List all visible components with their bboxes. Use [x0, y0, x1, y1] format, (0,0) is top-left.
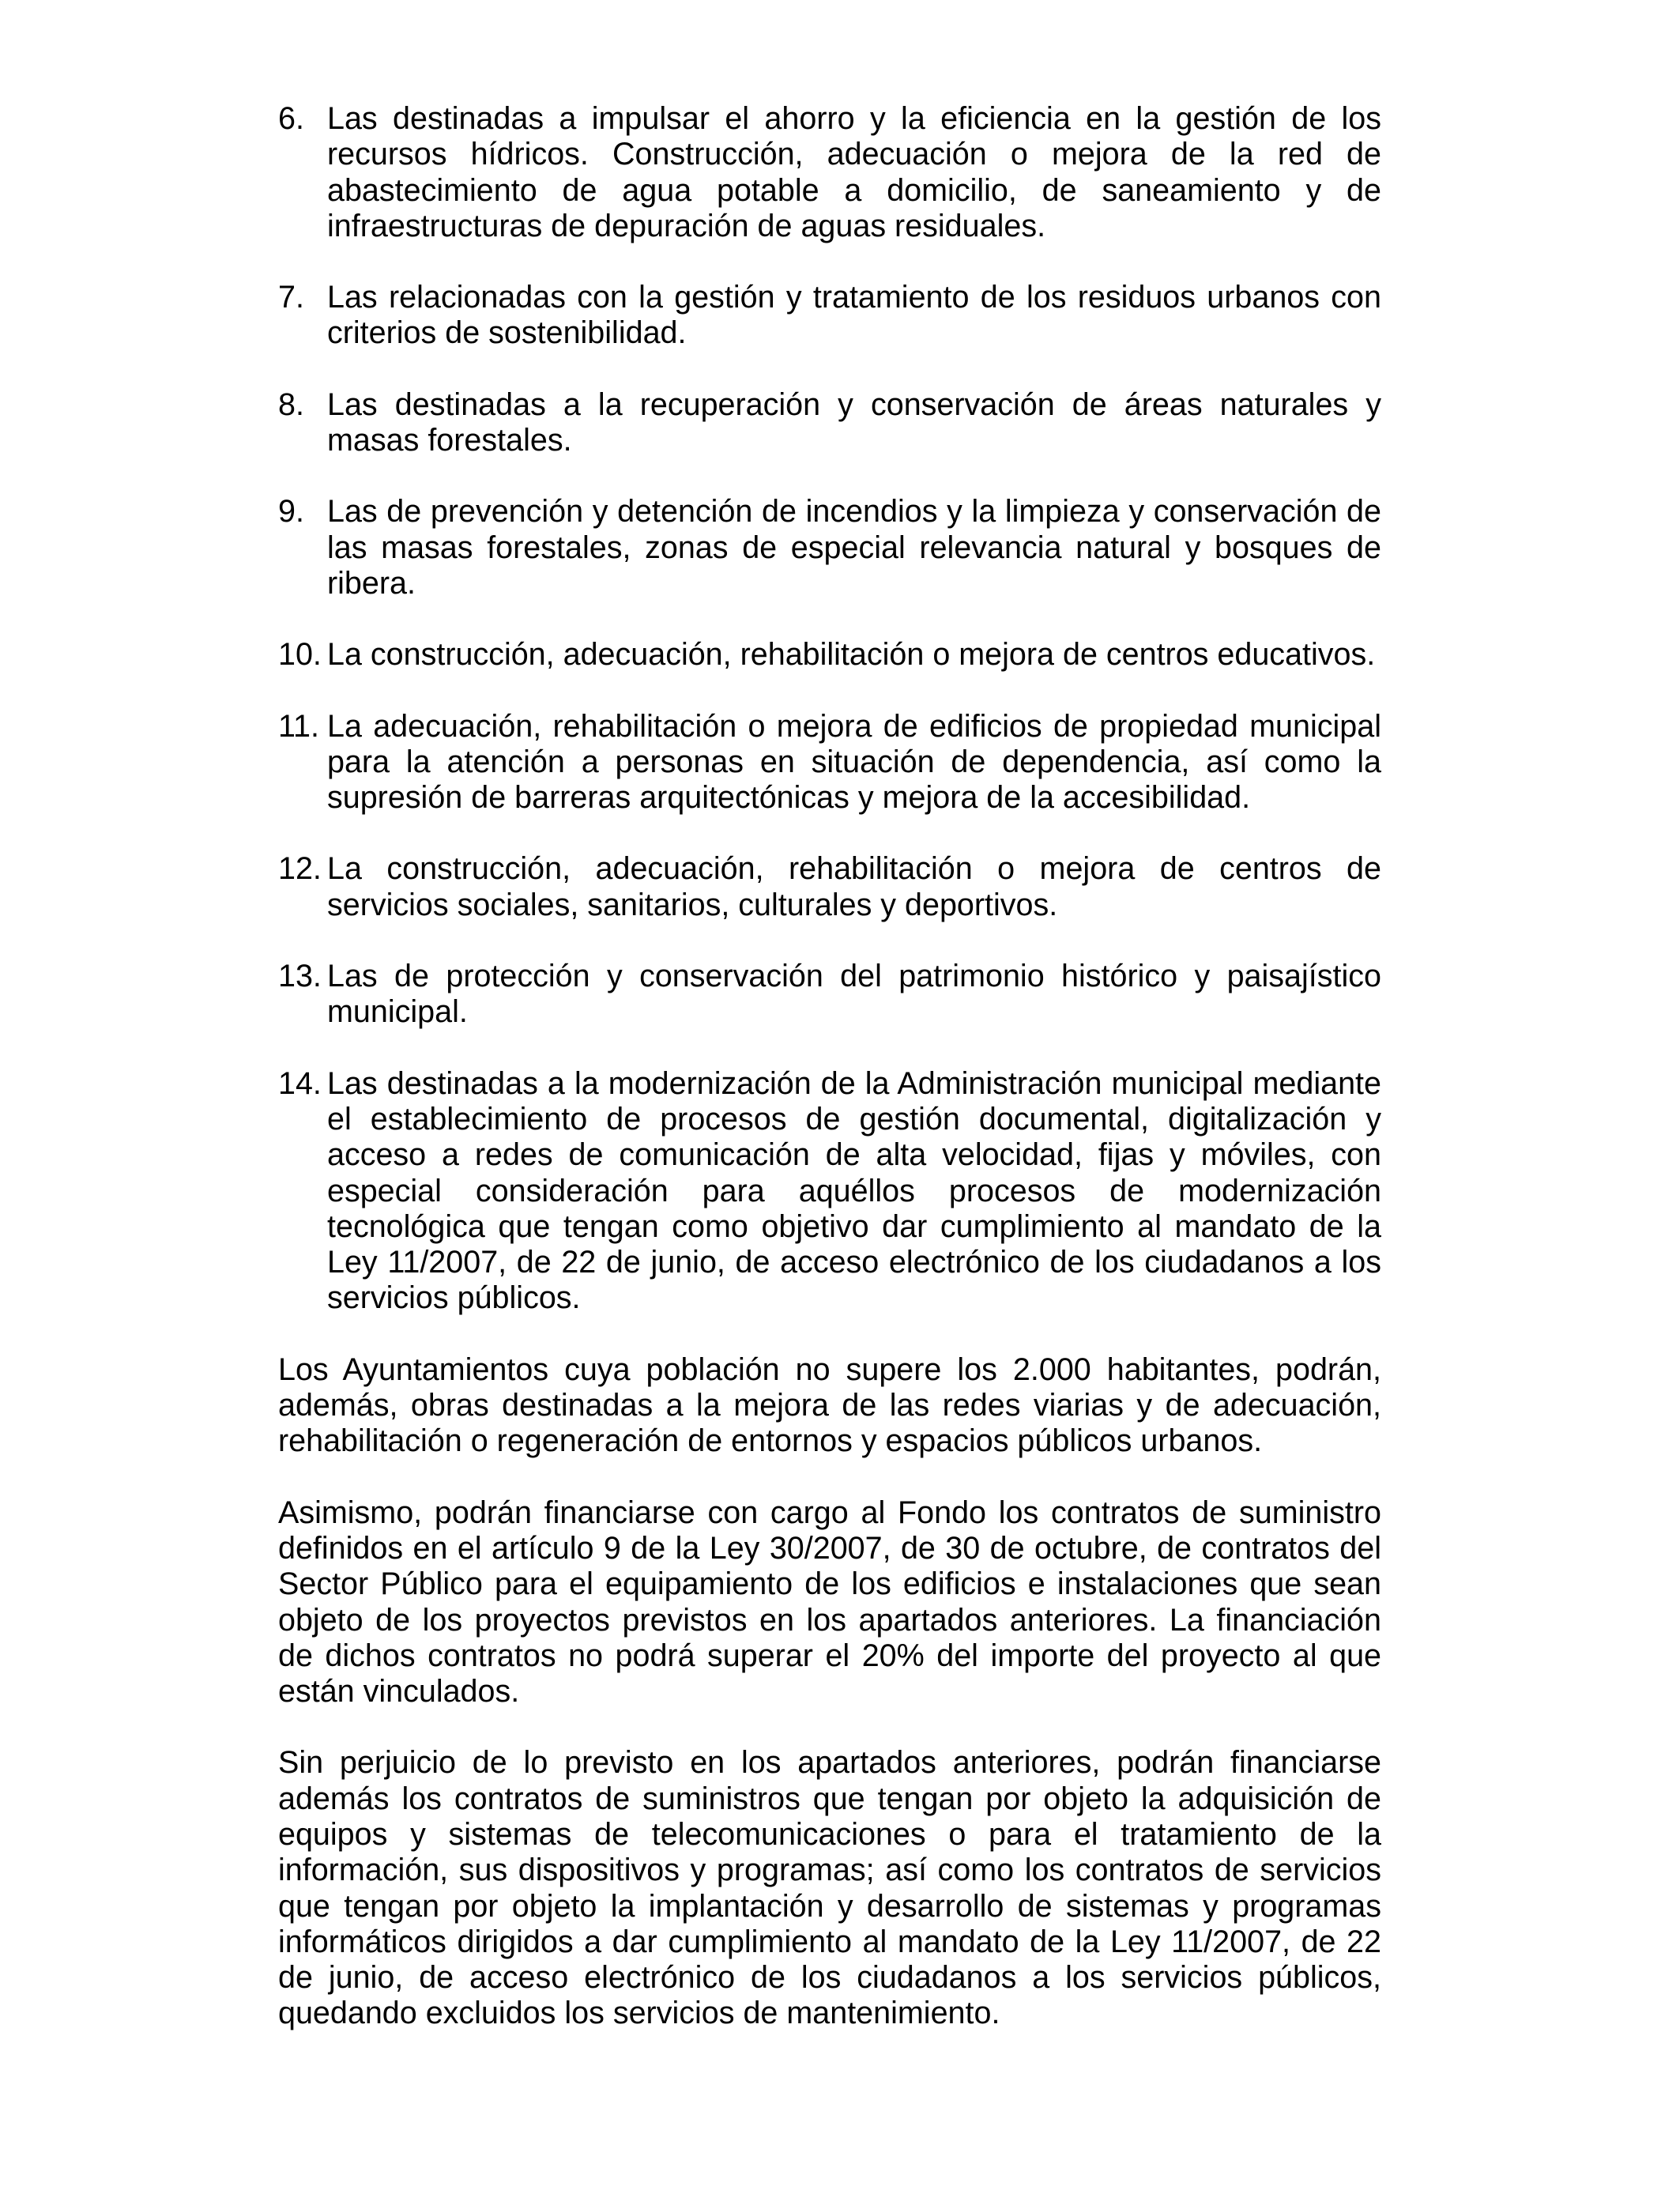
list-item-text: Las destinadas a la recuperación y conservación de áreas naturales y masas forestales. [327, 386, 1381, 458]
list-item-8 [278, 387, 1381, 459]
list-item-number: 10. [278, 637, 322, 673]
list-item-text: Las de prevención y detención de incendios y la limpieza y conservación de las masas forestales, zonas de especial relevancia natural y bosques de ribera. [327, 494, 1381, 601]
list-item-text: Las relacionadas con la gestión y tratamiento de los residuos urbanos con criterios de sostenibilidad. [327, 280, 1381, 351]
list-item-number: 13. [278, 959, 322, 994]
list-item-text: Las destinadas a la modernización de la Administración municipal mediante el establecimiento de procesos de gestión documental, digitalización y acceso a redes de comunicación de alta velocidad, fijas y móviles, con especial consideración para aquéllos procesos de modernización tecnológica que tengan como objetivo dar cumplimiento al mandato de la Ley 11/2007, de 22 de junio, de acceso electrónico de los ciudadanos a los servicios públicos. [327, 1065, 1381, 1316]
list-item-7 [278, 280, 1381, 352]
list-item-number: 7. [278, 280, 304, 315]
list-item-number: 6. [278, 101, 304, 136]
list-item-number: 14. [278, 1065, 322, 1101]
list-item-number: 11. [278, 708, 319, 744]
list-item-text: La adecuación, rehabilitación o mejora de edificios de propiedad municipal para la atención a personas en situación de dependencia, así como la supresión de barreras arquitectónicas y mejora de la accesibilidad. [327, 708, 1381, 816]
list-item-text: La construcción, adecuación, rehabilitación o mejora de centros de servicios sociales, sanitarios, culturales y deportivos. [327, 851, 1381, 922]
list-item-14 [278, 1066, 1381, 1317]
list-item-13 [278, 959, 1381, 1031]
paragraph-sin-perjuicio: Sin perjuicio de lo previsto en los apartados anteriores, podrán financiarse además los contratos de suministros que tengan por objeto la adquisición de equipos y sistemas de telecomunicaciones o para el tratamiento de la información, sus dispositivos y programas; así como los contratos de servicios que tengan por objeto la implantación y desarrollo de sistemas y programas informáticos dirigidos a dar cumplimiento al mandato de la Ley 11/2007, de 22 de junio, de acceso electrónico de los ciudadanos a los servicios públicos, quedando excluidos los servicios de mantenimiento. [278, 1745, 1381, 2031]
list-item-6 [278, 101, 1381, 244]
paragraph-asimismo: Asimismo, podrán financiarse con cargo al Fondo los contratos de suministro definidos en el artículo 9 de la Ley 30/2007, de 30 de octubre, de contratos del Sector Público para el equipamiento de los edificios e instalaciones que sean objeto de los proyectos previstos en los apartados anteriores. La financiación de dichos contratos no podrá superar el 20% del importe del proyecto al que están vinculados. [278, 1495, 1381, 1710]
numbered-list [278, 101, 1381, 1317]
list-item-number: 9. [278, 494, 304, 530]
list-item-text: La construcción, adecuación, rehabilitación o mejora de centros educativos. [327, 637, 1376, 673]
list-item-12 [278, 851, 1381, 923]
list-item-number: 12. [278, 851, 322, 887]
list-item-number: 8. [278, 386, 304, 422]
list-item-11 [278, 709, 1381, 816]
list-item-text: Las de protección y conservación del patrimonio histórico y paisajístico municipal. [327, 959, 1381, 1030]
list-item-text: Las destinadas a impulsar el ahorro y la eficiencia en la gestión de los recursos hídricos. Construcción, adecuación o mejora de la red de abastecimiento de agua potable a domicilio, de saneamiento y de infraestructuras de depuración de aguas residuales. [327, 101, 1381, 243]
list-item-10 [278, 637, 1381, 673]
list-item-9 [278, 494, 1381, 601]
paragraph-ayuntamientos: Los Ayuntamientos cuya población no supere los 2.000 habitantes, podrán, además, obras destinadas a la mejora de las redes viarias y de adecuación, rehabilitación o regeneración de entornos y espacios públicos urbanos. [278, 1351, 1381, 1459]
document-page [278, 101, 1381, 2068]
